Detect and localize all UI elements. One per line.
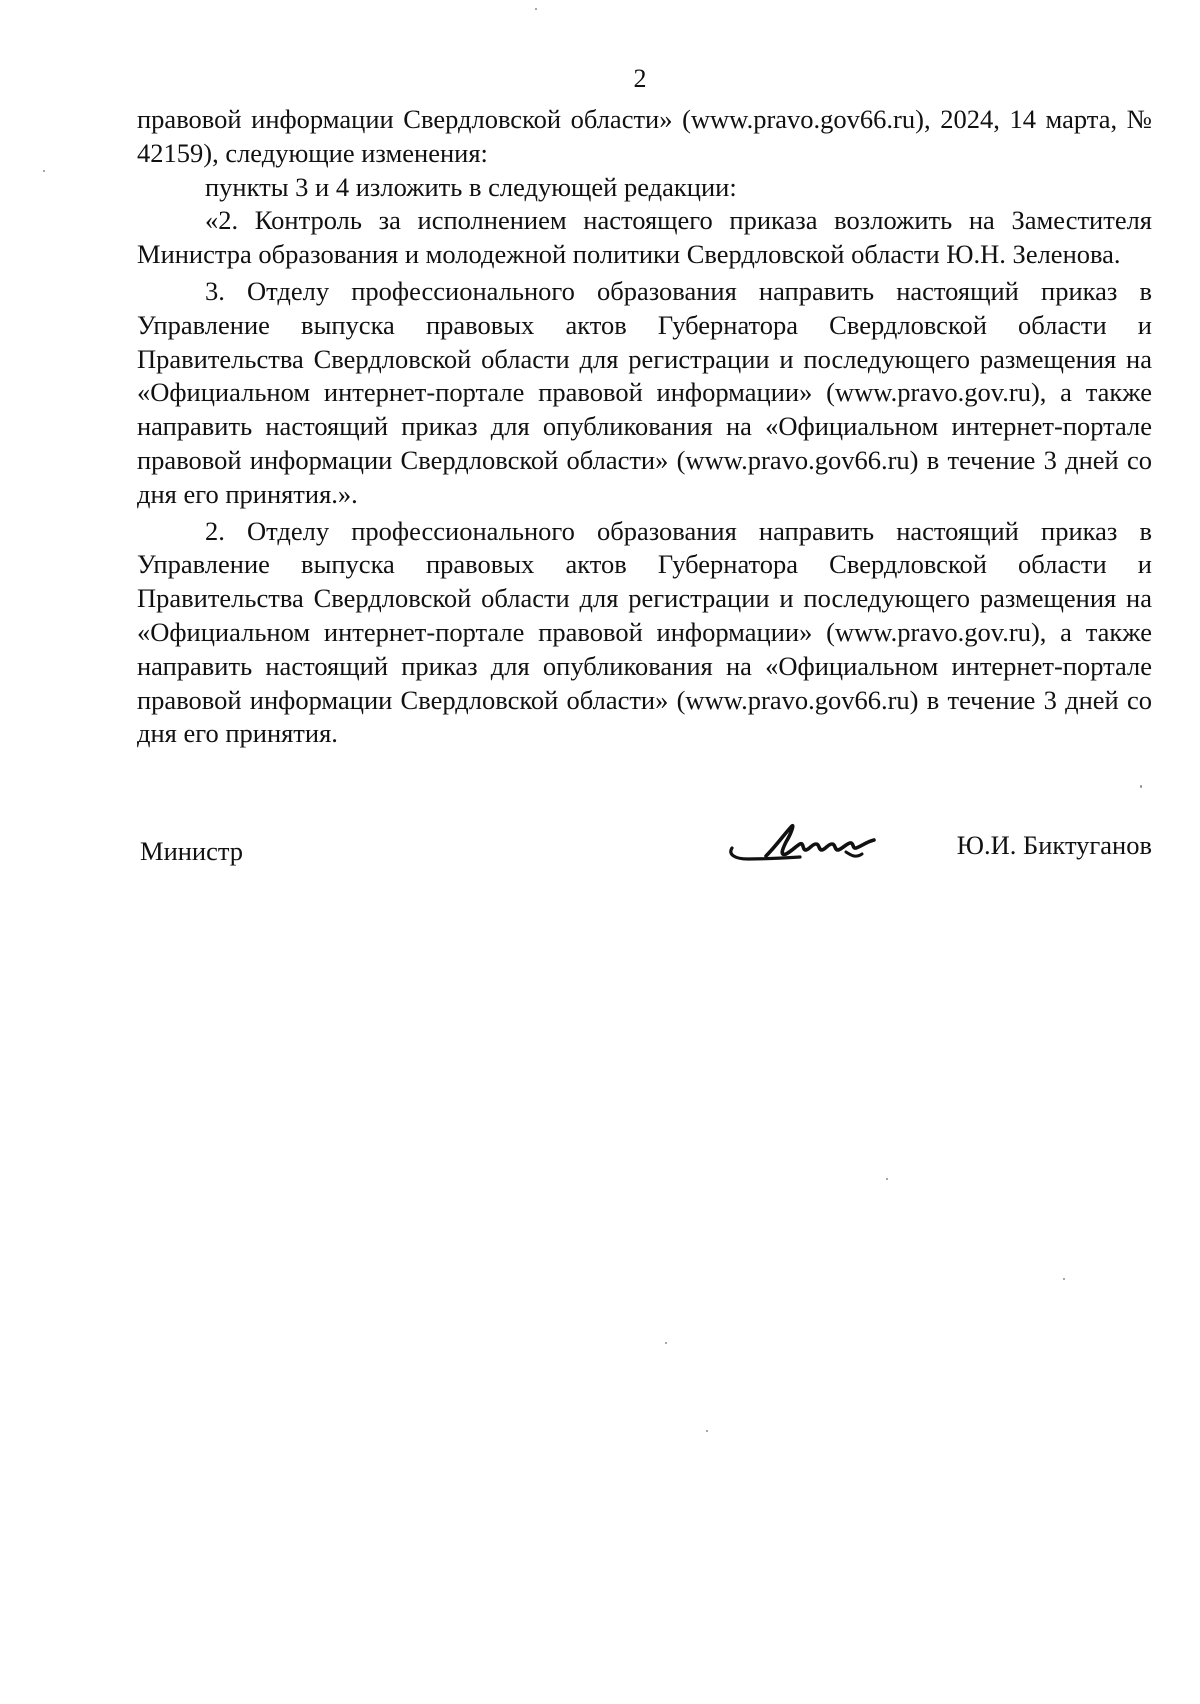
scan-speck bbox=[706, 1430, 708, 1432]
scan-speck bbox=[535, 8, 537, 10]
scan-speck bbox=[43, 170, 45, 172]
paragraph-point-3-quoted: 3. Отделу профессионального образования направить настоящий приказ в Управление выпуска правовых актов Губернатора Свердловской области и Правительства Свердловской области для регистрации и последующего размещения на «Официальном интернет-портале правовой информации» (www.pravo.gov.ru), а также направить настоящий приказ для опубликования на «Официальном интернет-портале правовой информации Свердловской области» (www.pravo.gov66.ru) в течение 3 дней со дня его принятия.». bbox=[137, 275, 1152, 509]
paragraph-point-2: 2. Отделу профессионального образования направить настоящий приказ в Управление выпуска правовых актов Губернатора Свердловской области и Правительства Свердловской области для регистрации и последующего размещения на «Официальном интернет-портале правовой информации» (www.pravo.gov.ru), а также направить настоящий приказ для опубликования на «Официальном интернет-портале правовой информации Свердловской области» (www.pravo.gov66.ru) в течение 3 дней со дня его принятия. bbox=[137, 515, 1152, 749]
scan-speck bbox=[1140, 785, 1142, 788]
signer-position: Министр bbox=[140, 836, 244, 866]
scan-speck bbox=[665, 1342, 667, 1344]
paragraph-point-2-quoted: «2. Контроль за исполнением настоящего приказа возложить на Заместителя Министра образования и молодежной политики Свердловской области Ю.Н. Зеленова. bbox=[137, 205, 1152, 270]
paragraph-continuation: правовой информации Свердловской области» (www.pravo.gov66.ru), 2024, 14 марта, № 42159), следующие изменения: bbox=[137, 104, 1152, 168]
handwritten-signature bbox=[726, 818, 886, 866]
paragraph-amendment-intro: пункты 3 и 4 изложить в следующей редакции: bbox=[205, 171, 737, 202]
document-body bbox=[137, 103, 1152, 751]
page-number: 2 bbox=[633, 64, 647, 93]
signer-name: Ю.И. Биктуганов bbox=[956, 830, 1152, 860]
scan-speck bbox=[1063, 1278, 1065, 1280]
signature-block bbox=[137, 826, 1152, 876]
scan-speck bbox=[886, 1178, 888, 1180]
